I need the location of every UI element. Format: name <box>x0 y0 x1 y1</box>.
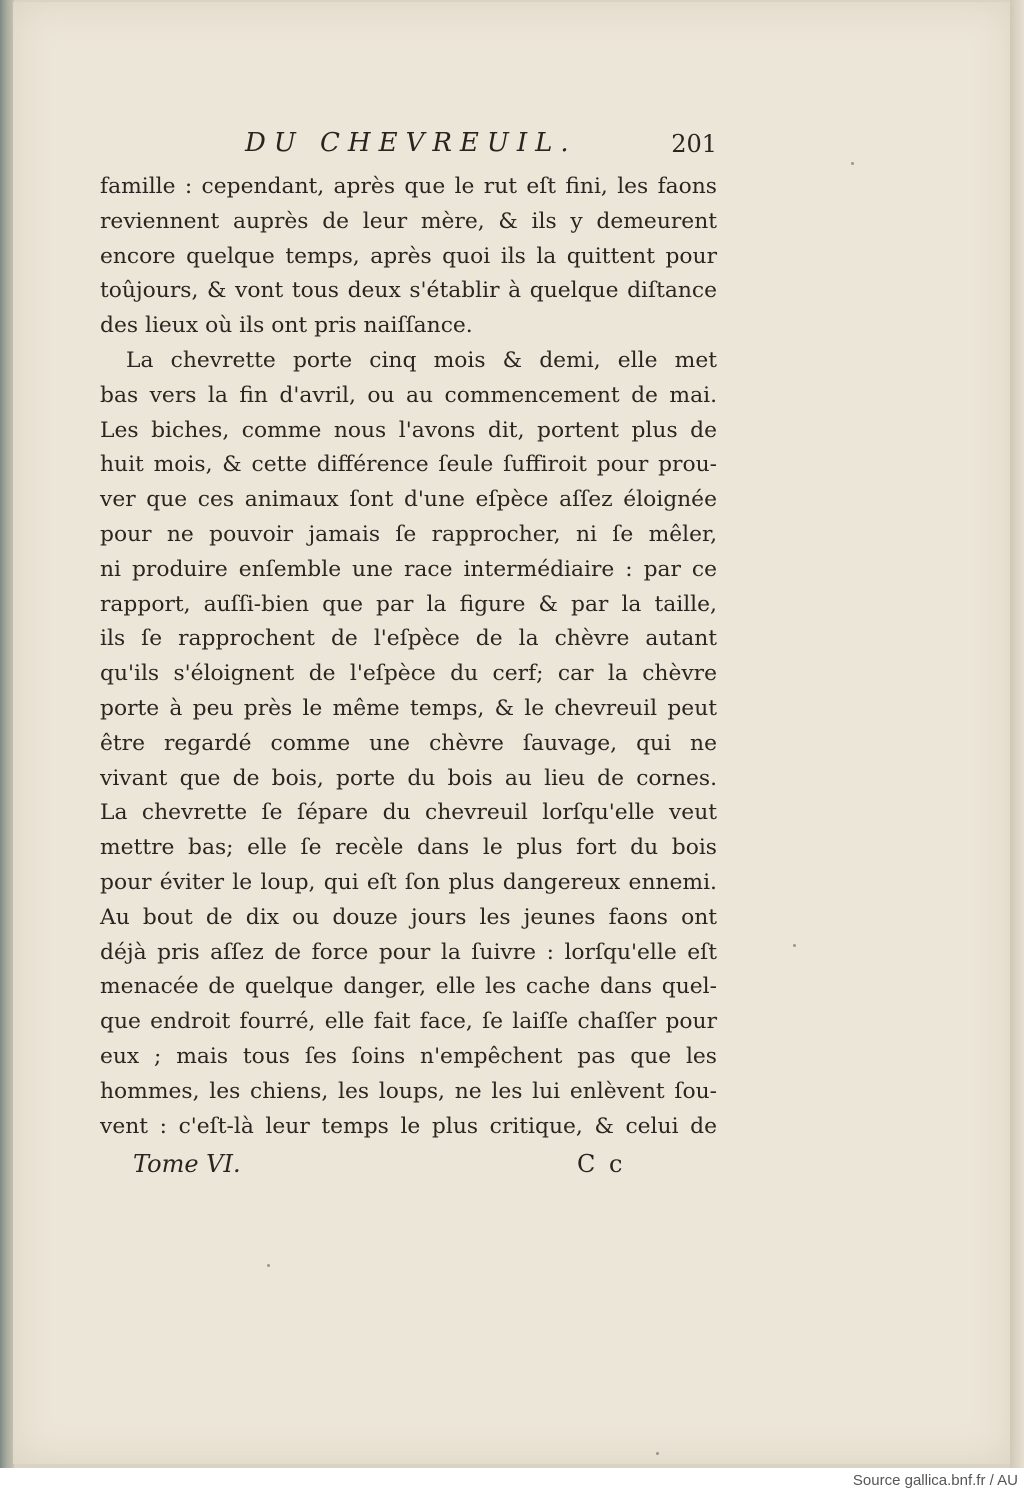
running-title: DU CHEVREUIL. <box>245 128 577 158</box>
text-line: reviennent auprès de leur mère, & ils y demeurent <box>100 208 717 234</box>
text-line: toûjours, & vont tous deux s'établir à quelque diſtance <box>100 278 717 304</box>
text-line: mettre bas; elle ſe recèle dans le plus fort du bois <box>100 835 717 861</box>
text-line: ni produire enſemble une race intermédiaire : par ce <box>100 556 717 582</box>
gathering-signature: C c <box>577 1150 626 1178</box>
text-line: qu'ils s'éloignent de l'eſpèce du cerf; car la chèvre <box>100 661 717 687</box>
text-line: vent : c'eſt-là leur temps le plus critique, & celui de <box>100 1113 717 1139</box>
text-line: être regardé comme une chèvre ſauvage, qui ne <box>100 730 717 756</box>
paper-speck <box>656 1452 659 1455</box>
text-line: Au bout de dix ou douze jours les jeunes faons ont <box>100 904 717 930</box>
text-line: hommes, les chiens, les loups, ne les lui enlèvent ſou- <box>100 1078 717 1104</box>
paper-speck <box>267 1264 270 1267</box>
text-line: que endroit fourré, elle fait face, ſe laiſſe chaſſer pour <box>100 1009 717 1035</box>
source-credit-bar <box>0 1468 1024 1497</box>
page-footer <box>133 1150 633 1186</box>
text-line: rapport, auſſi-bien que par la figure & par la taille, <box>100 591 717 617</box>
text-line: famille : cependant, après que le rut eſt fini, les faons <box>100 174 717 199</box>
page-number: 201 <box>671 130 717 158</box>
text-line: huit mois, & cette différence ſeule ſuffiroit pour prou- <box>100 452 717 478</box>
text-line: pour éviter le loup, qui eſt ſon plus dangereux ennemi. <box>100 869 717 895</box>
page-header <box>85 128 717 168</box>
text-line: vivant que de bois, porte du bois au lieu de cornes. <box>100 765 717 791</box>
text-line: menacée de quelque danger, elle les cache dans quel- <box>100 974 717 1000</box>
text-line: Les biches, comme nous l'avons dit, portent plus de <box>100 417 717 443</box>
page-fore-edge <box>1010 0 1024 1468</box>
text-line: pour ne pouvoir jamais ſe rapprocher, ni ſe mêler, <box>100 521 717 547</box>
text-line: déjà pris aſſez de force pour la ſuivre : lorſqu'elle eſt <box>100 939 717 965</box>
text-line: La chevrette ſe ſépare du chevreuil lorſqu'elle veut <box>100 800 717 826</box>
text-line: porte à peu près le même temps, & le chevreuil peut <box>100 695 717 721</box>
text-line: encore quelque temps, après quoi ils la quittent pour <box>100 243 717 269</box>
paper-speck <box>851 162 854 165</box>
text-line: eux ; mais tous ſes ſoins n'empêchent pas que les <box>100 1043 717 1069</box>
source-credit: Source gallica.bnf.fr / AU <box>852 1472 1018 1489</box>
body-text <box>100 170 717 1144</box>
text-line: des lieux où ils ont pris naiſſance. <box>100 313 473 339</box>
text-line: La chevrette porte cinq mois & demi, elle met <box>126 347 717 373</box>
paper-speck <box>793 944 796 947</box>
text-line: bas vers la fin d'avril, ou au commencement de mai. <box>100 382 717 408</box>
text-line: ver que ces animaux ſont d'une eſpèce aſſez éloignée <box>100 487 717 513</box>
text-line: ils ſe rapprochent de l'eſpèce de la chèvre autant <box>100 626 717 652</box>
book-spine-edge <box>0 0 14 1468</box>
volume-label: Tome VI. <box>133 1150 241 1178</box>
